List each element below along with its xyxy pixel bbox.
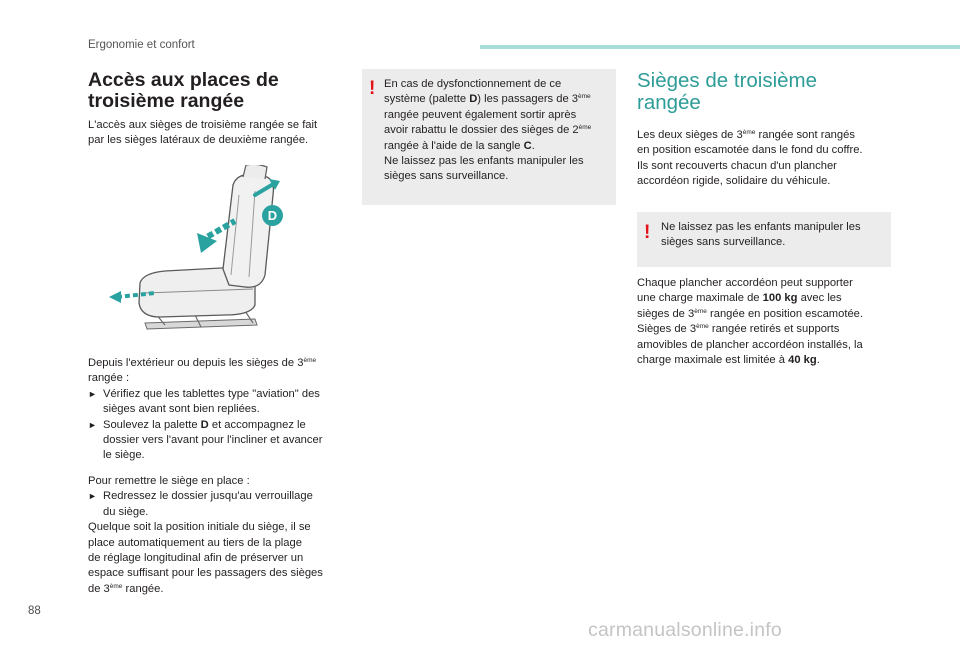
list-item: ► Redressez le dossier jusqu'au verrouillage du siège. bbox=[88, 489, 360, 520]
warning-text: Ne laissez pas les enfants manipuler les sièges sans surveillance. bbox=[661, 221, 861, 249]
warning-box-middle bbox=[362, 69, 616, 205]
left-instructions: Depuis l'extérieur ou depuis les sièges de 3ème rangée : ► Vérifiez que les tablettes type "aviation" des sièges avant sont bien repliées. ► Soulevez la palette D et accompagnez le dossier vers l'avant pour l'incliner et avancer le siège. bbox=[88, 356, 360, 464]
right-section-title: Sièges de troisième rangée bbox=[637, 69, 818, 114]
warning-text: En cas de dysfonctionnement de ce système (palette D) les passagers de 3ème rangée peuvent également sortir après avoir rabattu le dossier des sièges de 2ème rangée à l'aide de la sangle C. Ne laissez pas les enfants manipuler les sièges sans surveillance. bbox=[384, 78, 592, 183]
figure-label-d: D bbox=[262, 205, 283, 226]
list-item: ► Soulevez la palette D et accompagnez le dossier vers l'avant pour l'incliner et avancer le siège. bbox=[88, 418, 360, 464]
section-header: Ergonomie et confort bbox=[88, 39, 195, 51]
bullet-icon: ► bbox=[88, 491, 97, 502]
left-intro: L'accès aux sièges de troisième rangée se fait par les sièges latéraux de deuxième rangée. bbox=[88, 119, 318, 147]
right-intro: Les deux sièges de 3ème rangée sont rangés en position escamotée dans le fond du coffre. Ils sont recouverts chacun d'un plancher accordéon rigide, solidaire du véhicule. bbox=[637, 129, 863, 188]
right-load-info: Chaque plancher accordéon peut supporter une charge maximale de 100 kg avec les sièges de 3ème rangée en position escamotée. Sièges de 3ème rangée retirés et supports amovibles de plancher accordéon installés, la charge maximale est limitée à 40 kg. bbox=[637, 277, 863, 367]
page-number: 88 bbox=[28, 605, 41, 617]
list-item: ► Vérifiez que les tablettes type "aviation" des sièges avant sont bien repliées. bbox=[88, 387, 360, 418]
left-replace-instructions: Pour remettre le siège en place : ► Redressez le dossier jusqu'au verrouillage du siège. Quelque soit la position initiale du siège, il se place automatiquement au tiers de la plage de réglage longitudinal afin de préserver un espace suffisant pour les passagers des sièges de 3ème rangée. bbox=[88, 474, 360, 597]
header-accent-bar bbox=[480, 45, 960, 49]
warning-icon: ! bbox=[369, 78, 376, 99]
seat-illustration bbox=[105, 165, 305, 340]
left-section-title: Accès aux places de troisième rangée bbox=[88, 69, 279, 112]
watermark: carmanualsonline.info bbox=[588, 619, 782, 641]
bullet-icon: ► bbox=[88, 419, 97, 430]
warning-icon: ! bbox=[644, 222, 651, 243]
bullet-icon: ► bbox=[88, 388, 97, 399]
warning-box-right bbox=[637, 212, 891, 267]
